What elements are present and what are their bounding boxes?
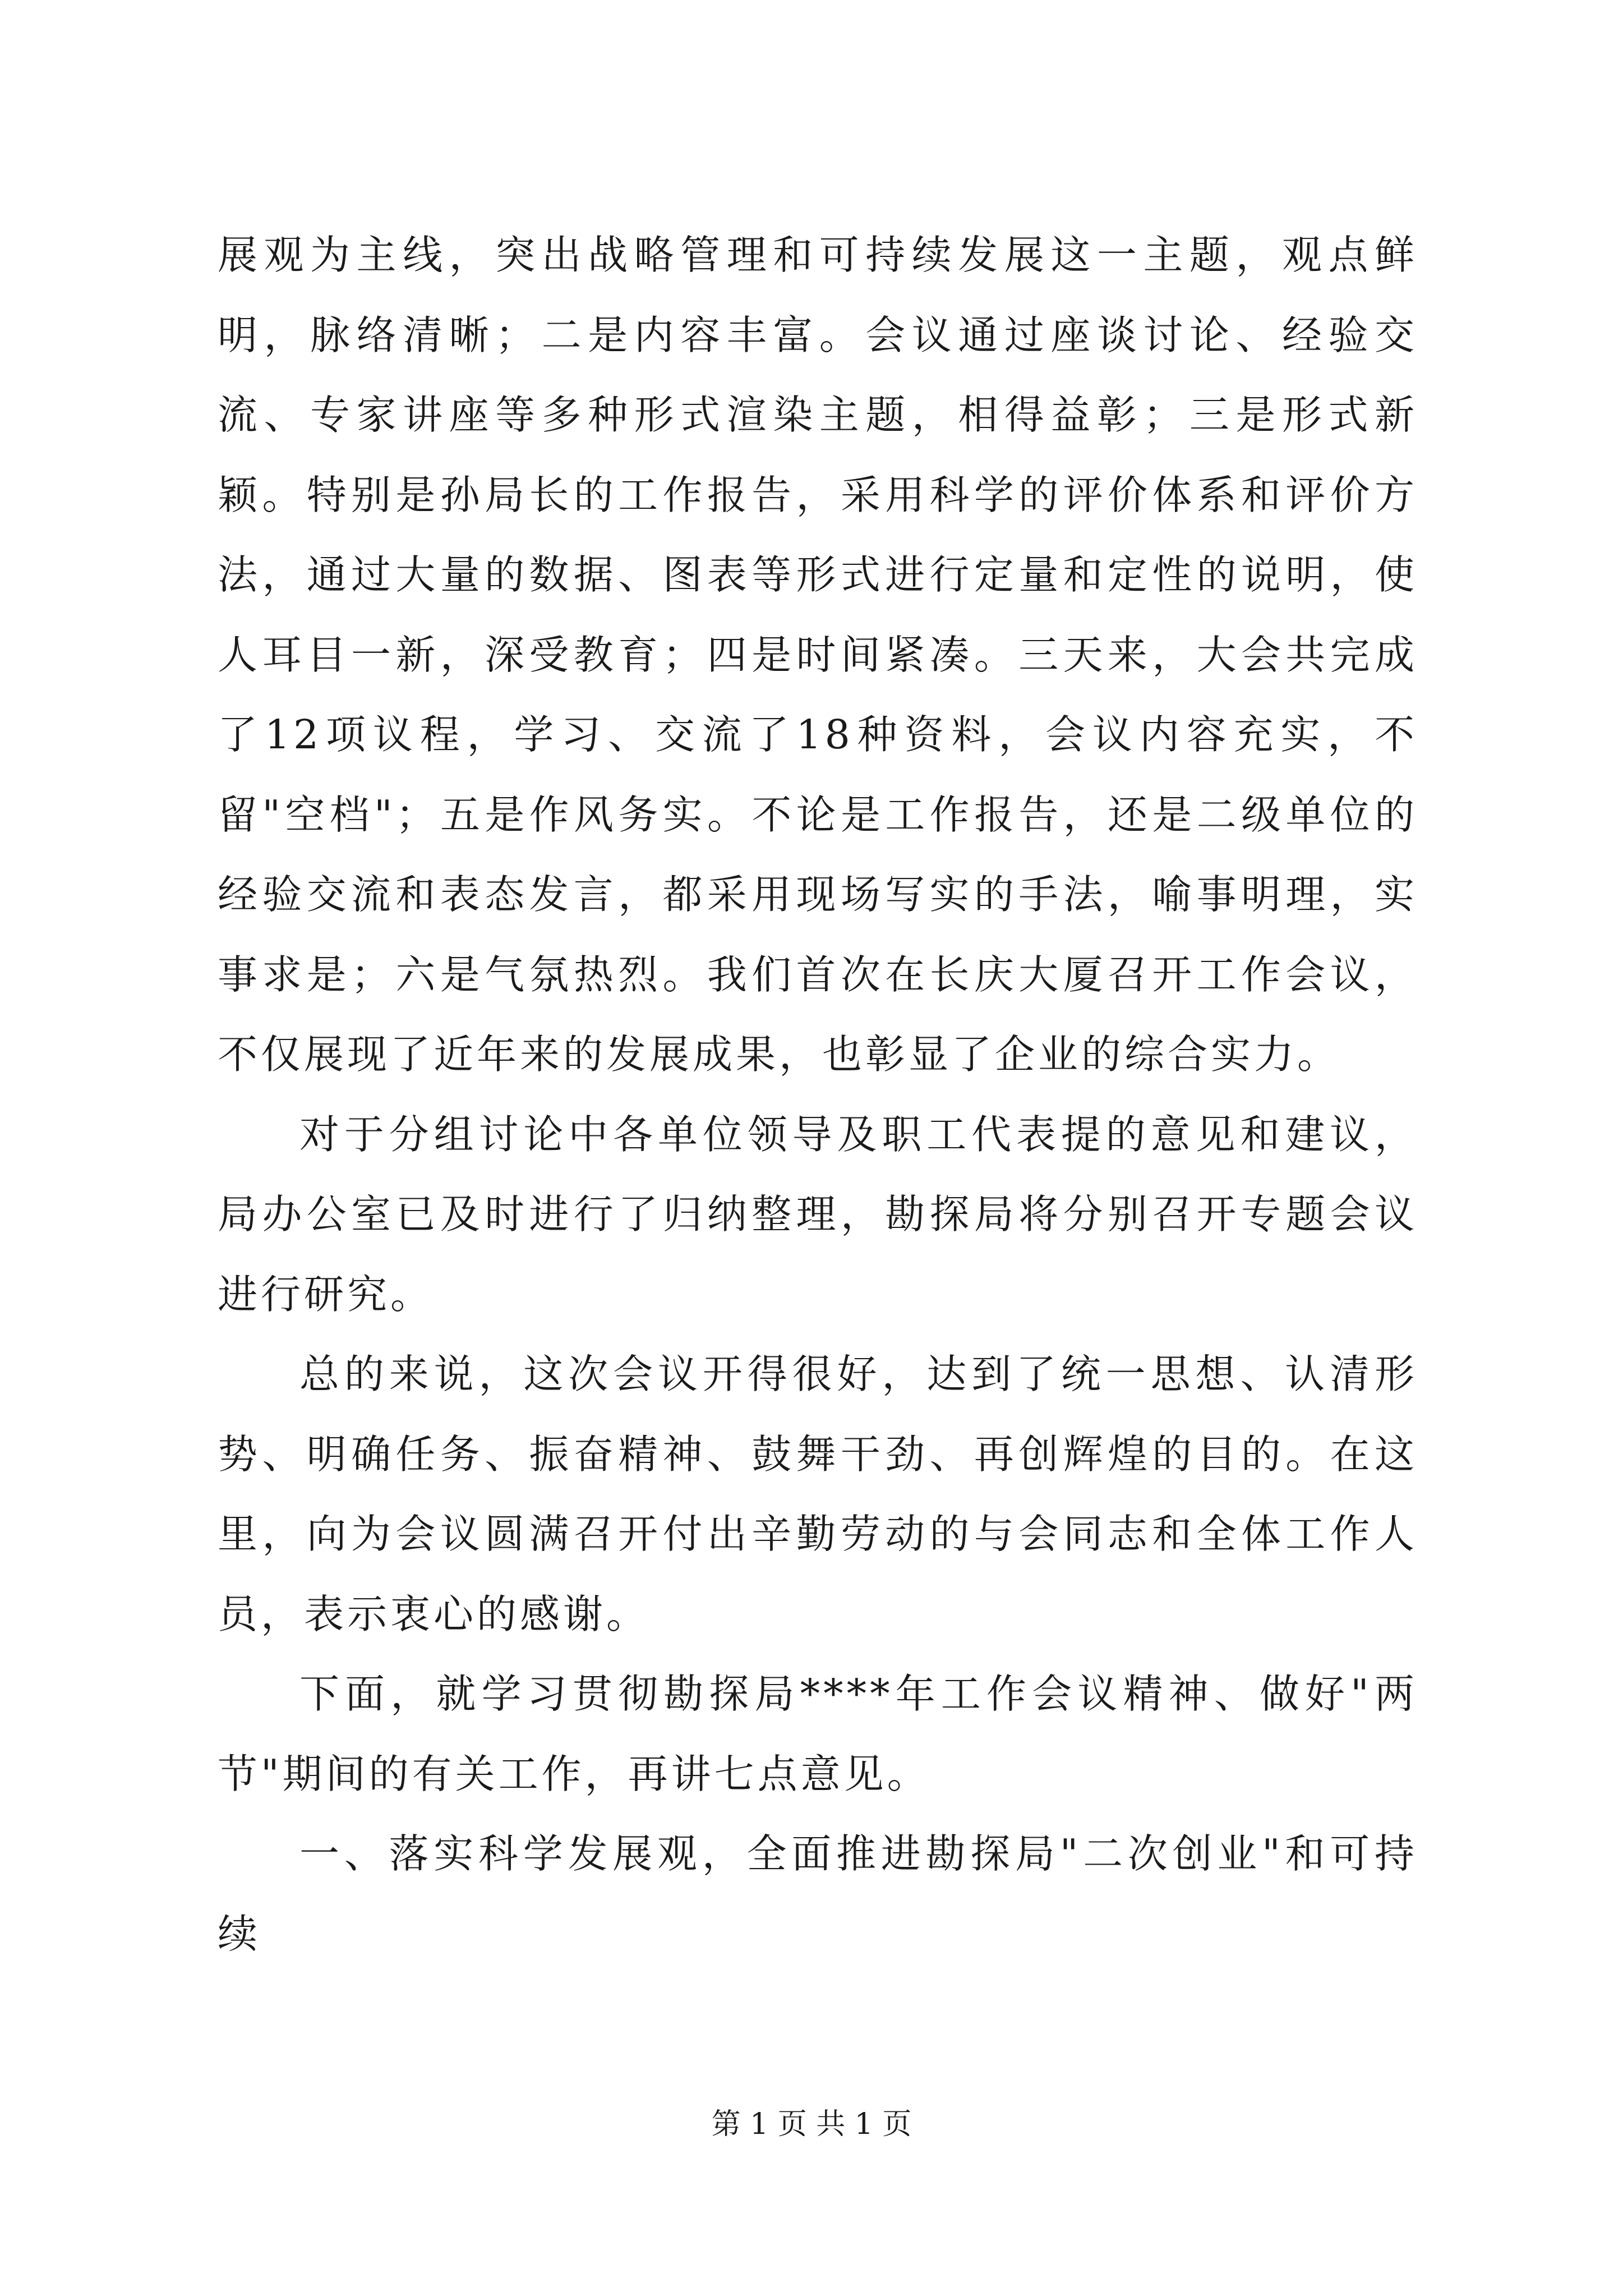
paragraph-continued-summary: 展观为主线，突出战略管理和可持续发展这一主题，观点鲜明，脉络清晰；二是内容丰富。会议通过座谈讨论、经验交流、专家讲座等多种形式渲染主题，相得益彰；三是形式新颖。特别是孙局长的工作报告，采用科学的评价体系和评价方法，通过大量的数据、图表等形式进行定量和定性的说明，使人耳目一新，深受教育；四是时间紧凑。三天来，大会共完成了12项议程，学习、交流了18种资料，会议内容充实，不留"空档"；五是作风务实。不论是工作报告，还是二级单位的经验交流和表态发言，都采用现场写实的手法，喻事明理，实事求是；六是气氛热烈。我们首次在长庆大厦召开工作会议，不仅展现了近年来的发展成果，也彰显了企业的综合实力。 — [218, 232, 1418, 1078]
page-number-footer: 第 1 页 共 1 页 — [711, 2108, 912, 2141]
document-body — [218, 215, 1418, 1974]
paragraph-section-one-heading: 一、落实科学发展观，全面推进勘探局"二次创业"和可持续 — [218, 1830, 1418, 1957]
paragraph-seven-opinions-intro: 下面，就学习贯彻勘探局****年工作会议精神、做好"两节"期间的有关工作，再讲七点意见。 — [218, 1671, 1418, 1797]
paragraph-group-discussion: 对于分组讨论中各单位领导及职工代表提的意见和建议，局办公室已及时进行了归纳整理，勘探局将分别召开专题会议进行研究。 — [218, 1111, 1418, 1318]
paragraph-overall-evaluation: 总的来说，这次会议开得很好，达到了统一思想、认清形势、明确任务、振奋精神、鼓舞干劲、再创辉煌的目的。在这里，向为会议圆满召开付出辛勤劳动的与会同志和全体工作人员，表示衷心的感谢。 — [218, 1351, 1418, 1637]
